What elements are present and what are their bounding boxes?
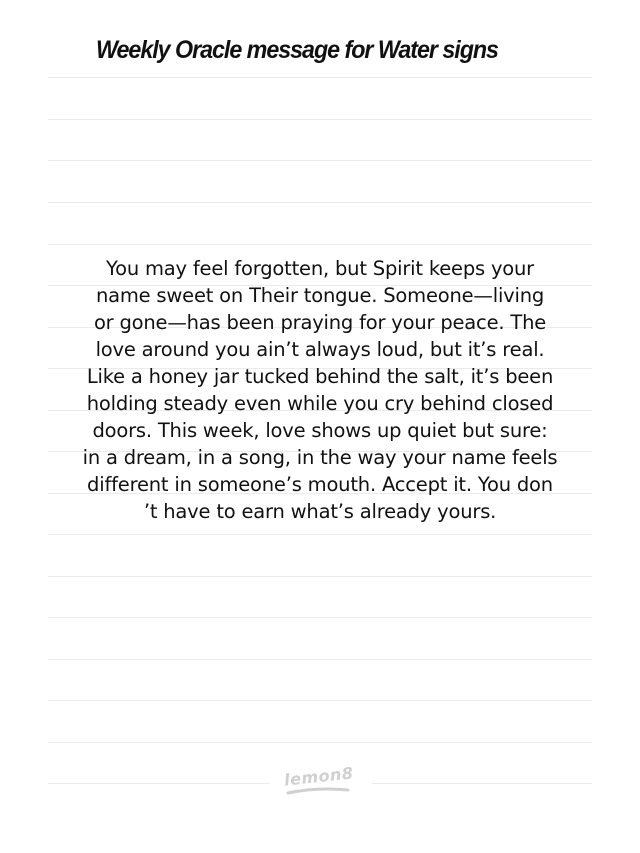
message-line: love around you ain’t always loud, but it’s real. bbox=[95, 338, 545, 361]
page-title: Weekly Oracle message for Water signs bbox=[96, 36, 498, 64]
ruled-line bbox=[48, 617, 592, 618]
message-line: name sweet on Their tongue. Someone—living bbox=[95, 284, 545, 307]
message-line: in a dream, in a song, in the way your name feels bbox=[82, 446, 558, 469]
ruled-line bbox=[48, 659, 592, 660]
ruled-line bbox=[48, 119, 592, 120]
ruled-line bbox=[48, 160, 592, 161]
ruled-line bbox=[372, 783, 592, 784]
ruled-line bbox=[48, 244, 592, 245]
message-line: You may feel forgotten, but Spirit keeps your bbox=[106, 257, 534, 280]
oracle-message bbox=[40, 255, 600, 525]
ruled-line bbox=[48, 576, 592, 577]
ruled-line bbox=[48, 783, 270, 784]
message-line: ’t have to earn what’s already yours. bbox=[143, 500, 497, 523]
message-line: or gone—has been praying for your peace. The bbox=[93, 311, 547, 334]
message-line: different in someone’s mouth. Accept it. You don bbox=[87, 473, 553, 496]
lemon8-watermark bbox=[270, 762, 370, 798]
message-line: doors. This week, love shows up quiet but sure: bbox=[92, 419, 548, 442]
ruled-line bbox=[48, 742, 592, 743]
message-line: Like a honey jar tucked behind the salt, it’s been bbox=[86, 365, 554, 388]
ruled-line bbox=[48, 77, 592, 78]
watermark-logo-text: lemon8 bbox=[283, 763, 355, 790]
swoosh-icon bbox=[286, 786, 350, 796]
message-line: holding steady even while you cry behind closed bbox=[86, 392, 554, 415]
ruled-line bbox=[48, 700, 592, 701]
ruled-line bbox=[48, 534, 592, 535]
ruled-line bbox=[48, 202, 592, 203]
